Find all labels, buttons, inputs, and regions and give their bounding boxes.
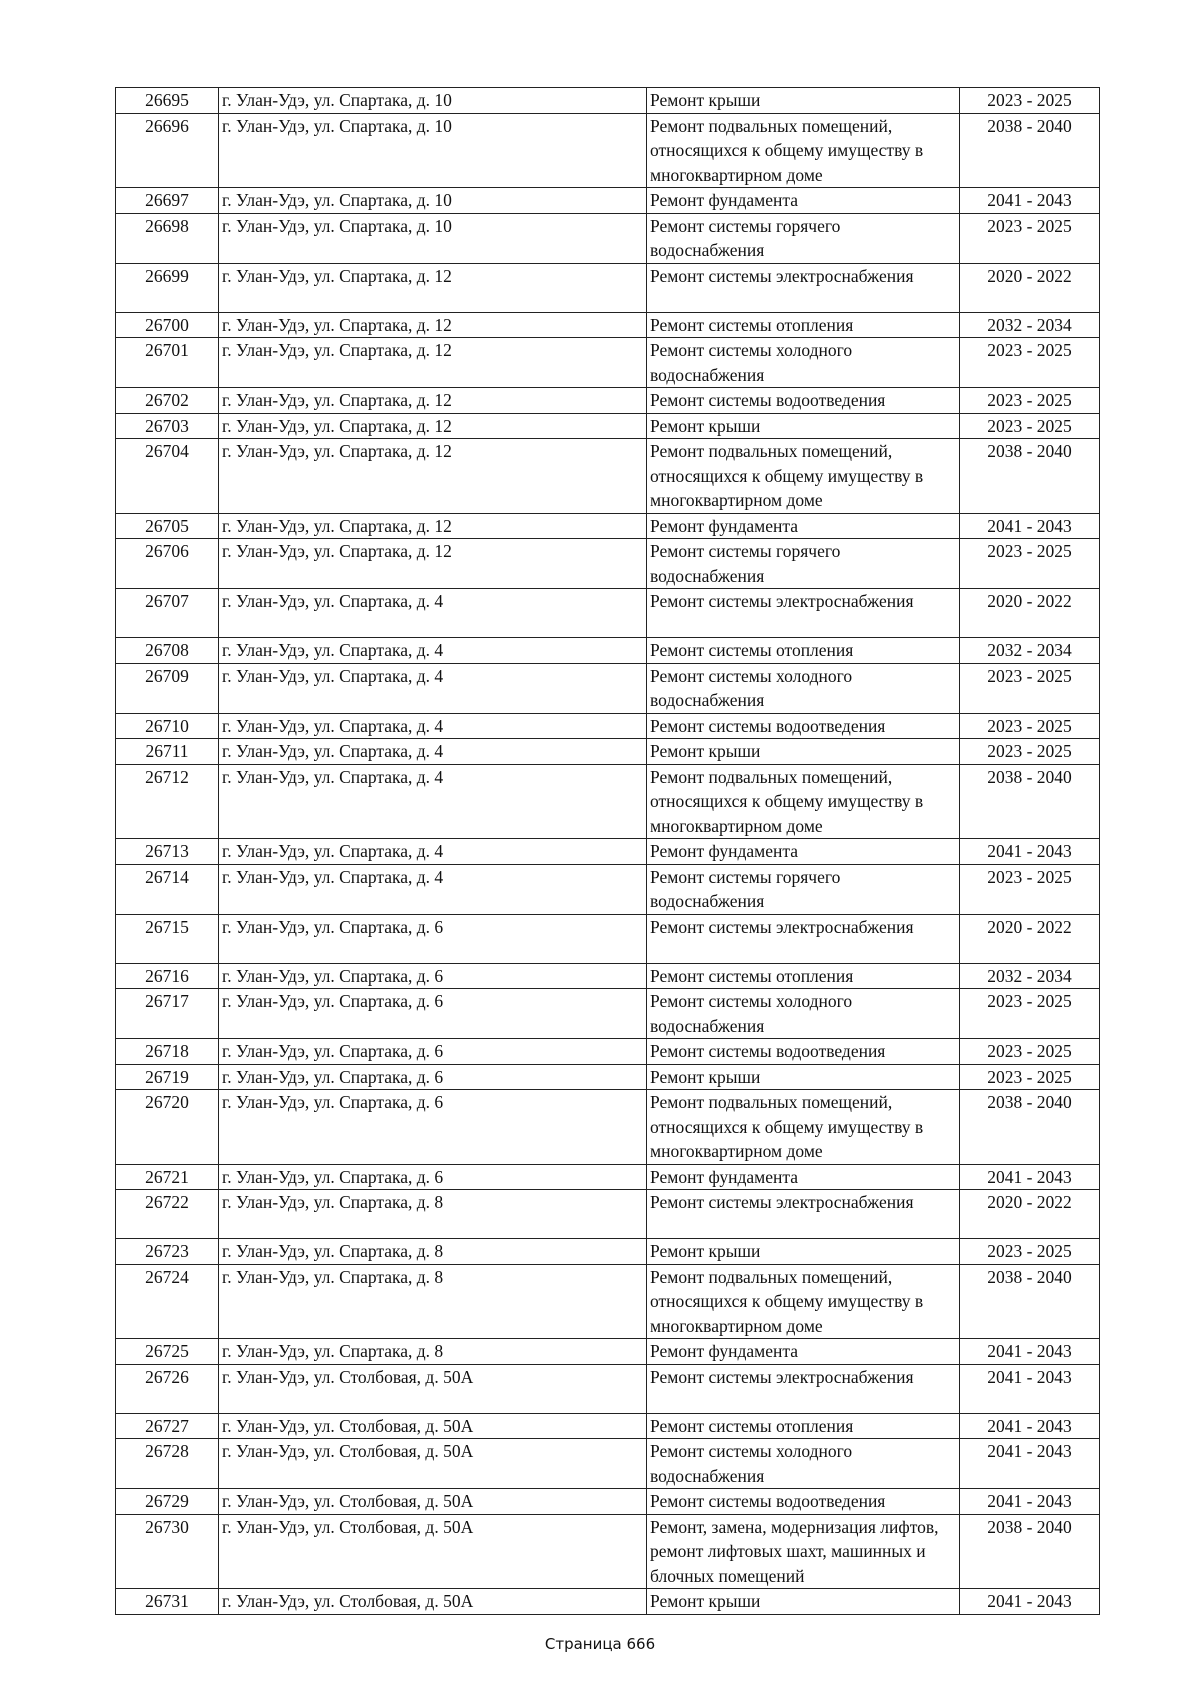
row-number: 26707 [116, 589, 219, 638]
row-period: 2023 - 2025 [960, 338, 1100, 388]
table-row [116, 764, 1100, 839]
row-period: 2023 - 2025 [960, 88, 1100, 114]
row-period: 2041 - 2043 [960, 839, 1100, 865]
row-period: 2023 - 2025 [960, 1039, 1100, 1065]
row-address: г. Улан-Удэ, ул. Спартака, д. 4 [219, 713, 647, 739]
table-row [116, 1190, 1100, 1239]
row-work-type: Ремонт, замена, модернизация лифтов, ремонт лифтовых шахт, машинных и блочных помещений [647, 1514, 960, 1589]
row-number: 26704 [116, 439, 219, 514]
row-work-type: Ремонт системы водоотведения [647, 1489, 960, 1515]
table-row [116, 1589, 1100, 1615]
row-work-type: Ремонт крыши [647, 739, 960, 765]
row-period: 2020 - 2022 [960, 914, 1100, 963]
row-number: 26731 [116, 1589, 219, 1615]
row-address: г. Улан-Удэ, ул. Столбовая, д. 50А [219, 1413, 647, 1439]
row-address: г. Улан-Удэ, ул. Спартака, д. 4 [219, 864, 647, 914]
row-number: 26706 [116, 539, 219, 589]
row-work-type: Ремонт фундамента [647, 1164, 960, 1190]
row-period: 2020 - 2022 [960, 263, 1100, 312]
row-work-type: Ремонт системы отопления [647, 963, 960, 989]
row-address: г. Улан-Удэ, ул. Спартака, д. 4 [219, 663, 647, 713]
row-address: г. Улан-Удэ, ул. Спартака, д. 12 [219, 338, 647, 388]
row-number: 26730 [116, 1514, 219, 1589]
table-row [116, 1239, 1100, 1265]
row-number: 26698 [116, 213, 219, 263]
row-number: 26709 [116, 663, 219, 713]
table-row [116, 839, 1100, 865]
row-address: г. Улан-Удэ, ул. Столбовая, д. 50А [219, 1364, 647, 1413]
row-work-type: Ремонт крыши [647, 1064, 960, 1090]
row-work-type: Ремонт системы водоотведения [647, 713, 960, 739]
row-address: г. Улан-Удэ, ул. Столбовая, д. 50А [219, 1439, 647, 1489]
row-period: 2038 - 2040 [960, 764, 1100, 839]
table-row [116, 914, 1100, 963]
table-row [116, 1339, 1100, 1365]
row-address: г. Улан-Удэ, ул. Спартака, д. 12 [219, 439, 647, 514]
row-work-type: Ремонт фундамента [647, 839, 960, 865]
row-period: 2038 - 2040 [960, 1514, 1100, 1589]
row-address: г. Улан-Удэ, ул. Спартака, д. 6 [219, 1090, 647, 1165]
row-number: 26724 [116, 1264, 219, 1339]
row-address: г. Улан-Удэ, ул. Спартака, д. 8 [219, 1339, 647, 1365]
table-row [116, 1489, 1100, 1515]
row-number: 26729 [116, 1489, 219, 1515]
row-address: г. Улан-Удэ, ул. Столбовая, д. 50А [219, 1514, 647, 1589]
table-row [116, 589, 1100, 638]
row-period: 2023 - 2025 [960, 388, 1100, 414]
row-address: г. Улан-Удэ, ул. Спартака, д. 8 [219, 1264, 647, 1339]
row-period: 2038 - 2040 [960, 113, 1100, 188]
row-period: 2023 - 2025 [960, 213, 1100, 263]
table-row [116, 263, 1100, 312]
row-number: 26700 [116, 312, 219, 338]
row-number: 26705 [116, 513, 219, 539]
row-number: 26715 [116, 914, 219, 963]
row-number: 26703 [116, 413, 219, 439]
row-work-type: Ремонт системы горячего водоснабжения [647, 213, 960, 263]
row-period: 2038 - 2040 [960, 439, 1100, 514]
row-number: 26717 [116, 989, 219, 1039]
row-work-type: Ремонт подвальных помещений, относящихся к общему имуществу в многоквартирном доме [647, 1264, 960, 1339]
row-address: г. Улан-Удэ, ул. Спартака, д. 10 [219, 213, 647, 263]
row-work-type: Ремонт фундамента [647, 188, 960, 214]
table-row [116, 113, 1100, 188]
row-period: 2023 - 2025 [960, 864, 1100, 914]
row-number: 26720 [116, 1090, 219, 1165]
row-work-type: Ремонт подвальных помещений, относящихся к общему имуществу в многоквартирном доме [647, 764, 960, 839]
row-number: 26708 [116, 638, 219, 664]
table-row [116, 413, 1100, 439]
table-row [116, 1064, 1100, 1090]
row-address: г. Улан-Удэ, ул. Спартака, д. 4 [219, 739, 647, 765]
row-work-type: Ремонт подвальных помещений, относящихся к общему имуществу в многоквартирном доме [647, 439, 960, 514]
table-row [116, 663, 1100, 713]
row-address: г. Улан-Удэ, ул. Спартака, д. 6 [219, 1164, 647, 1190]
row-number: 26716 [116, 963, 219, 989]
row-work-type: Ремонт подвальных помещений, относящихся к общему имуществу в многоквартирном доме [647, 113, 960, 188]
table-row [116, 439, 1100, 514]
row-period: 2023 - 2025 [960, 713, 1100, 739]
row-address: г. Улан-Удэ, ул. Спартака, д. 4 [219, 638, 647, 664]
row-address: г. Улан-Удэ, ул. Спартака, д. 12 [219, 413, 647, 439]
row-period: 2041 - 2043 [960, 188, 1100, 214]
table-row [116, 638, 1100, 664]
row-period: 2023 - 2025 [960, 1239, 1100, 1265]
row-number: 26723 [116, 1239, 219, 1265]
row-work-type: Ремонт фундамента [647, 513, 960, 539]
row-period: 2023 - 2025 [960, 663, 1100, 713]
row-work-type: Ремонт системы отопления [647, 312, 960, 338]
row-number: 26718 [116, 1039, 219, 1065]
table-row [116, 1439, 1100, 1489]
row-work-type: Ремонт системы отопления [647, 638, 960, 664]
table-row [116, 1514, 1100, 1589]
row-period: 2023 - 2025 [960, 1064, 1100, 1090]
row-number: 26722 [116, 1190, 219, 1239]
repair-schedule-table [115, 87, 1100, 1615]
row-number: 26725 [116, 1339, 219, 1365]
row-period: 2020 - 2022 [960, 589, 1100, 638]
table-row [116, 739, 1100, 765]
row-period: 2041 - 2043 [960, 1413, 1100, 1439]
table-row [116, 1364, 1100, 1413]
row-number: 26701 [116, 338, 219, 388]
table-row [116, 1039, 1100, 1065]
table-row [116, 539, 1100, 589]
row-number: 26713 [116, 839, 219, 865]
row-work-type: Ремонт системы электроснабжения [647, 589, 960, 638]
row-period: 2023 - 2025 [960, 539, 1100, 589]
row-period: 2023 - 2025 [960, 739, 1100, 765]
row-number: 26714 [116, 864, 219, 914]
table-row [116, 1264, 1100, 1339]
row-number: 26699 [116, 263, 219, 312]
row-address: г. Улан-Удэ, ул. Спартака, д. 12 [219, 312, 647, 338]
row-period: 2041 - 2043 [960, 513, 1100, 539]
row-work-type: Ремонт системы горячего водоснабжения [647, 864, 960, 914]
row-work-type: Ремонт системы водоотведения [647, 1039, 960, 1065]
row-number: 26695 [116, 88, 219, 114]
row-number: 26711 [116, 739, 219, 765]
table-row [116, 388, 1100, 414]
row-address: г. Улан-Удэ, ул. Спартака, д. 6 [219, 914, 647, 963]
table-row [116, 864, 1100, 914]
row-address: г. Улан-Удэ, ул. Спартака, д. 12 [219, 388, 647, 414]
table-row [116, 1164, 1100, 1190]
row-address: г. Улан-Удэ, ул. Спартака, д. 4 [219, 589, 647, 638]
row-work-type: Ремонт системы холодного водоснабжения [647, 1439, 960, 1489]
row-address: г. Улан-Удэ, ул. Спартака, д. 6 [219, 1039, 647, 1065]
row-address: г. Улан-Удэ, ул. Спартака, д. 10 [219, 88, 647, 114]
row-work-type: Ремонт системы горячего водоснабжения [647, 539, 960, 589]
row-work-type: Ремонт крыши [647, 88, 960, 114]
row-work-type: Ремонт системы холодного водоснабжения [647, 338, 960, 388]
row-address: г. Улан-Удэ, ул. Спартака, д. 10 [219, 188, 647, 214]
row-work-type: Ремонт системы электроснабжения [647, 263, 960, 312]
row-work-type: Ремонт системы отопления [647, 1413, 960, 1439]
table-row [116, 312, 1100, 338]
table-row [116, 713, 1100, 739]
row-address: г. Улан-Удэ, ул. Спартака, д. 8 [219, 1190, 647, 1239]
row-address: г. Улан-Удэ, ул. Спартака, д. 6 [219, 989, 647, 1039]
table-row [116, 963, 1100, 989]
row-number: 26728 [116, 1439, 219, 1489]
row-period: 2032 - 2034 [960, 312, 1100, 338]
table-row [116, 989, 1100, 1039]
table-row [116, 1090, 1100, 1165]
row-address: г. Улан-Удэ, ул. Спартака, д. 12 [219, 513, 647, 539]
row-work-type: Ремонт крыши [647, 1589, 960, 1615]
row-period: 2038 - 2040 [960, 1264, 1100, 1339]
row-number: 26721 [116, 1164, 219, 1190]
row-number: 26726 [116, 1364, 219, 1413]
row-address: г. Улан-Удэ, ул. Спартака, д. 4 [219, 764, 647, 839]
table-row [116, 338, 1100, 388]
row-period: 2041 - 2043 [960, 1489, 1100, 1515]
row-work-type: Ремонт крыши [647, 413, 960, 439]
table-row [116, 513, 1100, 539]
row-number: 26710 [116, 713, 219, 739]
table-row [116, 188, 1100, 214]
row-address: г. Улан-Удэ, ул. Спартака, д. 6 [219, 963, 647, 989]
row-period: 2041 - 2043 [960, 1439, 1100, 1489]
row-period: 2041 - 2043 [960, 1164, 1100, 1190]
row-address: г. Улан-Удэ, ул. Спартака, д. 10 [219, 113, 647, 188]
row-number: 26712 [116, 764, 219, 839]
row-work-type: Ремонт крыши [647, 1239, 960, 1265]
row-period: 2041 - 2043 [960, 1589, 1100, 1615]
row-work-type: Ремонт подвальных помещений, относящихся к общему имуществу в многоквартирном доме [647, 1090, 960, 1165]
row-work-type: Ремонт фундамента [647, 1339, 960, 1365]
row-address: г. Улан-Удэ, ул. Спартака, д. 4 [219, 839, 647, 865]
row-work-type: Ремонт системы холодного водоснабжения [647, 663, 960, 713]
row-period: 2023 - 2025 [960, 989, 1100, 1039]
row-number: 26696 [116, 113, 219, 188]
table-row [116, 88, 1100, 114]
row-number: 26697 [116, 188, 219, 214]
table-row [116, 1413, 1100, 1439]
row-address: г. Улан-Удэ, ул. Спартака, д. 12 [219, 263, 647, 312]
row-address: г. Улан-Удэ, ул. Столбовая, д. 50А [219, 1589, 647, 1615]
row-work-type: Ремонт системы электроснабжения [647, 1190, 960, 1239]
row-address: г. Улан-Удэ, ул. Спартака, д. 6 [219, 1064, 647, 1090]
row-period: 2041 - 2043 [960, 1364, 1100, 1413]
row-period: 2020 - 2022 [960, 1190, 1100, 1239]
row-period: 2038 - 2040 [960, 1090, 1100, 1165]
row-address: г. Улан-Удэ, ул. Спартака, д. 12 [219, 539, 647, 589]
row-number: 26719 [116, 1064, 219, 1090]
row-work-type: Ремонт системы электроснабжения [647, 1364, 960, 1413]
table-row [116, 213, 1100, 263]
row-number: 26727 [116, 1413, 219, 1439]
row-work-type: Ремонт системы холодного водоснабжения [647, 989, 960, 1039]
row-period: 2032 - 2034 [960, 963, 1100, 989]
page-number: Страница 666 [544, 1635, 656, 1653]
row-period: 2041 - 2043 [960, 1339, 1100, 1365]
row-number: 26702 [116, 388, 219, 414]
row-address: г. Улан-Удэ, ул. Столбовая, д. 50А [219, 1489, 647, 1515]
row-period: 2023 - 2025 [960, 413, 1100, 439]
row-period: 2032 - 2034 [960, 638, 1100, 664]
row-work-type: Ремонт системы электроснабжения [647, 914, 960, 963]
row-work-type: Ремонт системы водоотведения [647, 388, 960, 414]
row-address: г. Улан-Удэ, ул. Спартака, д. 8 [219, 1239, 647, 1265]
table-body [116, 88, 1100, 1615]
